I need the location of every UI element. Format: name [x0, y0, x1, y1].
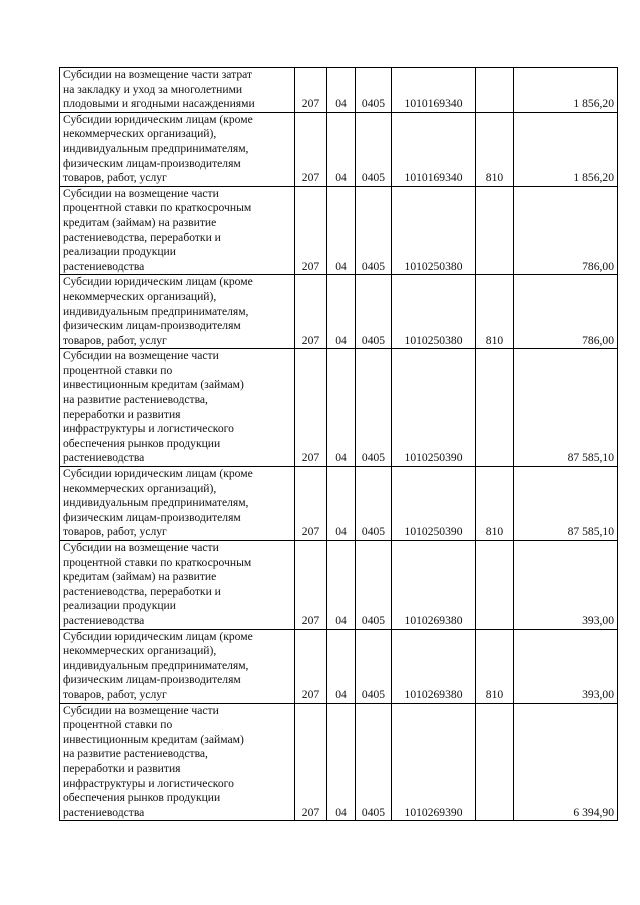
target-article-code: 1010269390 — [392, 703, 476, 821]
description-line: растениеводства, переработки и — [63, 230, 221, 244]
description-line: Субсидии юридическим лицам (кроме — [63, 112, 253, 126]
grbs-code: 207 — [295, 629, 327, 703]
description-line: физическим лицам-производителям — [63, 319, 241, 333]
description-line: Субсидии юридическим лицам (кроме — [63, 275, 253, 289]
target-article-code: 1010169340 — [392, 68, 476, 113]
target-article-code: 1010169340 — [392, 112, 476, 186]
description-line: товаров, работ, услуг — [63, 687, 167, 701]
description-line: товаров, работ, услуг — [63, 525, 167, 539]
amount-value: 786,00 — [514, 186, 618, 275]
section-code: 04 — [327, 186, 356, 275]
grbs-code: 207 — [295, 186, 327, 275]
row-description — [60, 68, 295, 113]
grbs-code: 207 — [295, 703, 327, 821]
subsection-code: 0405 — [356, 186, 392, 275]
description-line: обеспечения рынков продукции — [63, 436, 221, 450]
description-line: некоммерческих организаций), — [63, 289, 217, 303]
grbs-code: 207 — [295, 112, 327, 186]
amount-value: 87 585,10 — [514, 349, 618, 467]
grbs-code: 207 — [295, 68, 327, 113]
description-line: некоммерческих организаций), — [63, 644, 217, 658]
description-line: инфраструктуры и логистического — [63, 776, 234, 790]
description-line: на закладку и уход за многолетними — [63, 82, 243, 96]
description-line: Субсидии на возмещение части — [63, 186, 219, 200]
expense-type-code: 810 — [476, 467, 514, 541]
grbs-code: 207 — [295, 349, 327, 467]
description-line: Субсидии на возмещение части — [63, 703, 219, 717]
description-line: процентной ставки по краткосрочным — [63, 201, 252, 215]
amount-value: 393,00 — [514, 541, 618, 630]
amount-value: 6 394,90 — [514, 703, 618, 821]
description-line: кредитам (займам) на развитие — [63, 570, 217, 584]
description-line: товаров, работ, услуг — [63, 333, 167, 347]
description-line: Субсидии на возмещение части — [63, 541, 219, 554]
section-code: 04 — [327, 629, 356, 703]
description-line: индивидуальным предпринимателям, — [63, 304, 249, 318]
description-line: инвестиционным кредитам (займам) — [63, 378, 244, 392]
description-line: обеспечения рынков продукции — [63, 791, 221, 805]
description-line: процентной ставки по — [63, 718, 173, 732]
description-line: инфраструктуры и логистического — [63, 422, 234, 436]
section-code: 04 — [327, 112, 356, 186]
target-article-code: 1010250380 — [392, 275, 476, 349]
description-line: процентной ставки по краткосрочным — [63, 555, 252, 569]
section-code: 04 — [327, 467, 356, 541]
table-row — [60, 349, 618, 467]
description-line: процентной ставки по — [63, 363, 173, 377]
table-row — [60, 112, 618, 186]
amount-value: 87 585,10 — [514, 467, 618, 541]
description-line: Субсидии юридическим лицам (кроме — [63, 467, 253, 481]
description-line: кредитам (займам) на развитие — [63, 215, 217, 229]
section-code: 04 — [327, 275, 356, 349]
expense-type-code: 810 — [476, 629, 514, 703]
expense-type-code — [476, 186, 514, 275]
description-line: плодовыми и ягодными насаждениями — [63, 97, 255, 111]
grbs-code: 207 — [295, 467, 327, 541]
grbs-code: 207 — [295, 541, 327, 630]
description-line: переработки и развития — [63, 407, 181, 421]
description-line: переработки и развития — [63, 761, 181, 775]
table-row — [60, 467, 618, 541]
description-line: на развитие растениеводства, — [63, 747, 208, 761]
amount-value: 1 856,20 — [514, 68, 618, 113]
amount-value: 1 856,20 — [514, 112, 618, 186]
description-line: физическим лицам-производителям — [63, 156, 241, 170]
target-article-code: 1010269380 — [392, 541, 476, 630]
description-line: Субсидии юридическим лицам (кроме — [63, 629, 253, 643]
description-line: физическим лицам-производителям — [63, 510, 241, 524]
description-line: товаров, работ, услуг — [63, 171, 167, 185]
description-line: растениеводства, переработки и — [63, 584, 221, 598]
description-line: растениеводства — [63, 259, 145, 273]
description-line: реализации продукции — [63, 599, 176, 613]
section-code: 04 — [327, 541, 356, 630]
description-line: растениеводства — [63, 613, 145, 627]
description-line: индивидуальным предпринимателям, — [63, 141, 249, 155]
subsection-code: 0405 — [356, 629, 392, 703]
section-code: 04 — [327, 703, 356, 821]
description-line: растениеводства — [63, 451, 145, 465]
row-description — [60, 629, 295, 703]
target-article-code: 1010250390 — [392, 467, 476, 541]
subsection-code: 0405 — [356, 349, 392, 467]
subsection-code: 0405 — [356, 275, 392, 349]
row-description — [60, 112, 295, 186]
description-line: индивидуальным предпринимателям, — [63, 496, 249, 510]
expense-type-code — [476, 349, 514, 467]
table-row — [60, 275, 618, 349]
expense-type-code: 810 — [476, 275, 514, 349]
expense-type-code — [476, 541, 514, 630]
section-code: 04 — [327, 68, 356, 113]
table-row — [60, 703, 618, 821]
table-row — [60, 629, 618, 703]
section-code: 04 — [327, 349, 356, 467]
description-line: на развитие растениеводства, — [63, 393, 208, 407]
table-row — [60, 186, 618, 275]
description-line: Субсидии на возмещение части затрат — [63, 68, 253, 81]
target-article-code: 1010250380 — [392, 186, 476, 275]
row-description — [60, 541, 295, 630]
target-article-code: 1010250390 — [392, 349, 476, 467]
table-row — [60, 68, 618, 113]
description-line: растениеводства — [63, 805, 145, 819]
amount-value: 786,00 — [514, 275, 618, 349]
subsection-code: 0405 — [356, 467, 392, 541]
grbs-code: 207 — [295, 275, 327, 349]
subsection-code: 0405 — [356, 112, 392, 186]
description-line: инвестиционным кредитам (займам) — [63, 732, 244, 746]
budget-table-body — [60, 68, 618, 821]
subsection-code: 0405 — [356, 703, 392, 821]
description-line: физическим лицам-производителям — [63, 673, 241, 687]
row-description — [60, 467, 295, 541]
subsection-code: 0405 — [356, 541, 392, 630]
row-description — [60, 186, 295, 275]
description-line: некоммерческих организаций), — [63, 481, 217, 495]
description-line: Субсидии на возмещение части — [63, 349, 219, 363]
expense-type-code — [476, 68, 514, 113]
expense-type-code: 810 — [476, 112, 514, 186]
subsection-code: 0405 — [356, 68, 392, 113]
row-description — [60, 349, 295, 467]
description-line: некоммерческих организаций), — [63, 127, 217, 141]
amount-value: 393,00 — [514, 629, 618, 703]
row-description — [60, 275, 295, 349]
expense-type-code — [476, 703, 514, 821]
table-row — [60, 541, 618, 630]
row-description — [60, 703, 295, 821]
description-line: индивидуальным предпринимателям, — [63, 658, 249, 672]
description-line: реализации продукции — [63, 245, 176, 259]
budget-table — [59, 67, 618, 821]
target-article-code: 1010269380 — [392, 629, 476, 703]
